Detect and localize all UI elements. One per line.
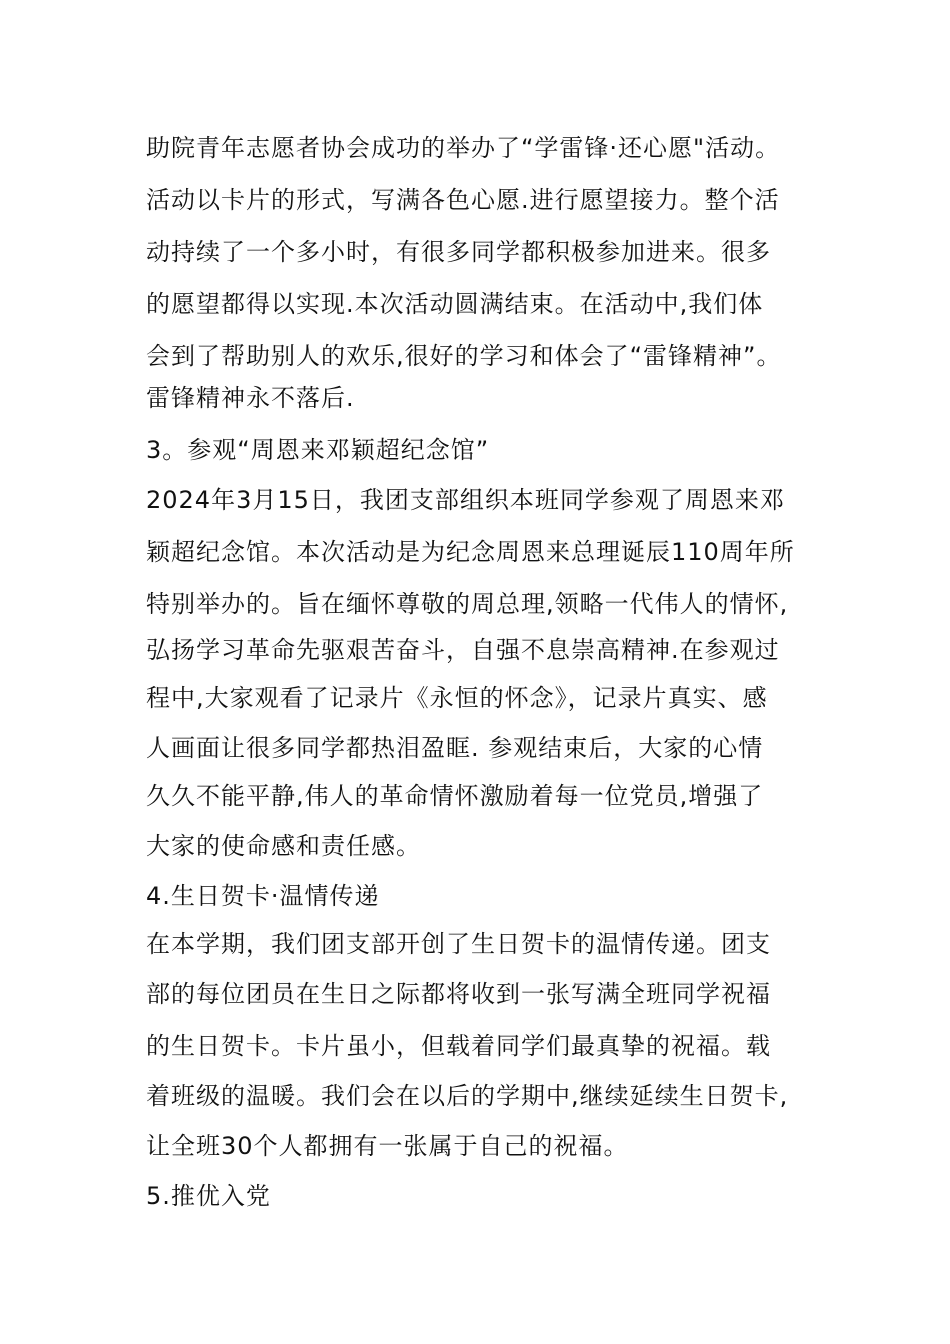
text-line-12: 程中,大家观看了记录片《永恒的怀念》，记录片真实、感 bbox=[146, 684, 768, 712]
text-line-19: 的生日贺卡。卡片虽小，但载着同学们最真挚的祝福。载 bbox=[146, 1032, 771, 1060]
text-line-15: 大家的使命感和责任感。 bbox=[146, 832, 421, 860]
section-heading-4: 4.生日贺卡·温情传递 bbox=[146, 882, 380, 910]
text-line-11: 弘扬学习革命先驱艰苦奋斗，自强不息崇高精神.在参观过 bbox=[146, 636, 780, 664]
text-line-2: 活动以卡片的形式，写满各色心愿.进行愿望接力。整个活 bbox=[146, 186, 780, 214]
text-line-17: 在本学期，我们团支部开创了生日贺卡的温情传递。团支 bbox=[146, 930, 771, 958]
text-line-4: 的愿望都得以实现.本次活动圆满结束。在活动中,我们体 bbox=[146, 290, 764, 318]
text-line-5: 会到了帮助别人的欢乐,很好的学习和体会了“雷锋精神”。 bbox=[146, 342, 782, 370]
text-line-14: 久久不能平静,伟人的革命情怀激励着每一位党员,增强了 bbox=[146, 782, 764, 810]
text-line-1: 助院青年志愿者协会成功的举办了“学雷锋·还心愿"活动。 bbox=[146, 134, 781, 162]
text-line-6: 雷锋精神永不落后. bbox=[146, 384, 355, 412]
text-line-20: 着班级的温暖。我们会在以后的学期中,继续延续生日贺卡, bbox=[146, 1082, 789, 1110]
section-heading-3: 3。参观“周恩来邓颖超纪念馆” bbox=[146, 436, 490, 464]
section-heading-5: 5.推优入党 bbox=[146, 1182, 271, 1210]
text-line-8: 2024年3月15日，我团支部组织本班同学参观了周恩来邓 bbox=[146, 486, 785, 514]
text-line-18: 部的每位团员在生日之际都将收到一张写满全班同学祝福 bbox=[146, 980, 771, 1008]
text-line-13: 人画面让很多同学都热泪盈眶. 参观结束后，大家的心情 bbox=[146, 734, 764, 762]
text-line-10: 特别举办的。旨在缅怀尊敬的周总理,领略一代伟人的情怀, bbox=[146, 590, 789, 618]
text-line-21: 让全班30个人都拥有一张属于自己的祝福。 bbox=[146, 1132, 629, 1160]
text-line-9: 颖超纪念馆。本次活动是为纪念周恩来总理诞辰110周年所 bbox=[146, 538, 795, 566]
text-line-3: 动持续了一个多小时，有很多同学都积极参加进来。很多 bbox=[146, 238, 771, 266]
